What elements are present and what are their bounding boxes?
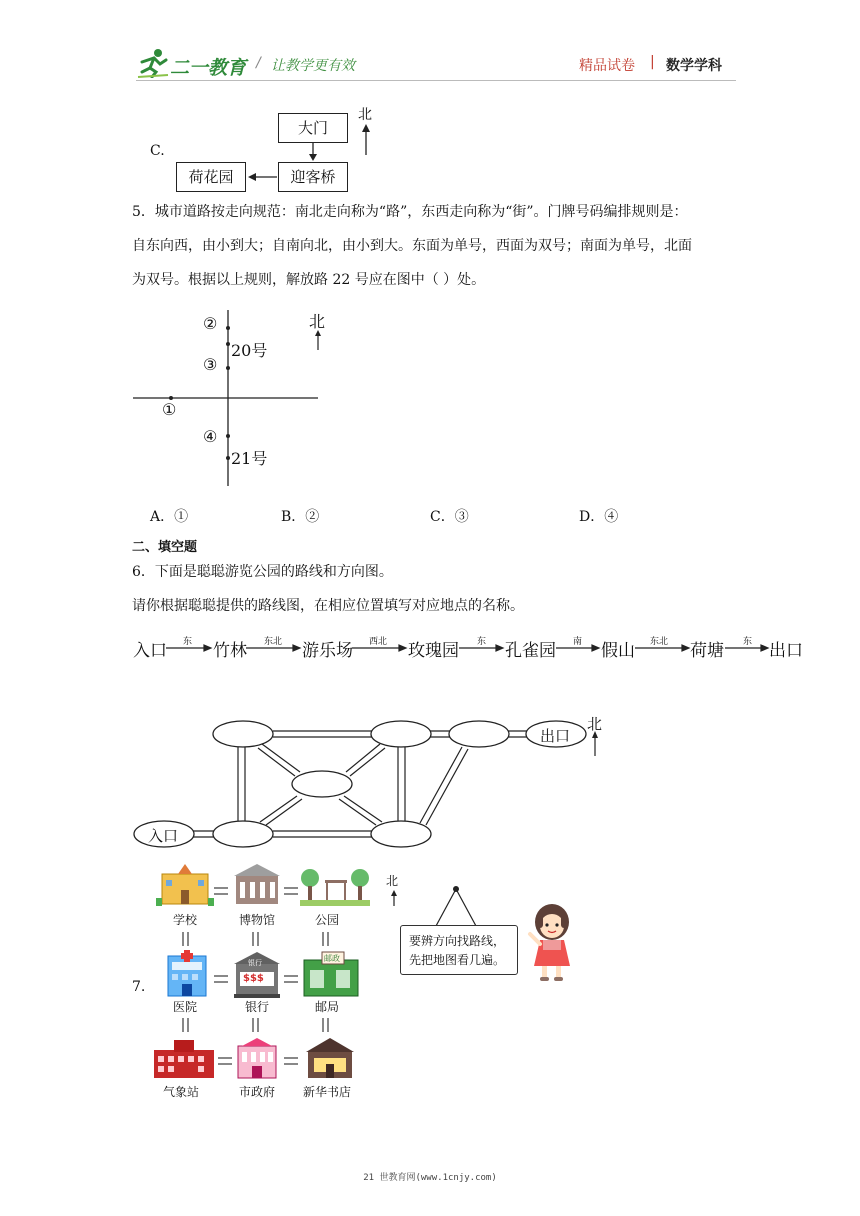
label-bank: 银行 [244, 1000, 269, 1014]
map-node [449, 721, 509, 747]
route-dir: 东 [183, 637, 193, 647]
speech-line-1: 要辨方向找路线， [409, 934, 506, 948]
park-map [0, 700, 860, 860]
map-node [371, 821, 431, 847]
marker-4: ④ [203, 427, 218, 446]
route-place-exit: 出口 [769, 641, 803, 661]
footer-text: 21 世教育网(www.1cnjy.com) [363, 1173, 497, 1183]
section-title: 二、填空题 [132, 540, 198, 555]
q7-number: 7. [132, 979, 146, 995]
route-dir: 南 [573, 637, 583, 647]
north-arrow-q7 [388, 888, 400, 908]
header-subject: 数学学科 [666, 58, 722, 74]
route-place: 荷塘 [690, 641, 724, 661]
route-dir: 东 [743, 637, 753, 647]
north-label-c: 北 [358, 107, 372, 123]
route-place: 孔雀园 [505, 641, 556, 661]
gate-box-label: 大门 [297, 119, 328, 137]
q5-line-1: 5．城市道路按走向规范：南北走向称为“路”，东西走向称为“街”。门牌号码编排规则是： [132, 204, 688, 220]
museum-icon [234, 864, 280, 904]
map-entrance-label: 入口 [148, 827, 179, 845]
route-place-entrance: 入口 [133, 641, 167, 661]
bookstore-icon [306, 1038, 354, 1078]
park-icon [300, 869, 370, 906]
map-north-label: 北 [587, 715, 603, 733]
q5-line-3: 为双号。根据以上规则，解放路 22 号应在图中（ ）处。 [132, 272, 486, 288]
speech-line-2: 先把地图看几遍。 [409, 953, 506, 967]
speech-board [400, 925, 518, 975]
q4-option-c-label: C. [150, 143, 165, 159]
header-separator: / [256, 55, 261, 71]
q5-option-a[interactable]: A．① [150, 509, 189, 525]
q5-line-2: 自东向西，由小到大；自南向北，由小到大。东面为单号，西面为双号；南面为单号，北面 [132, 238, 692, 254]
school-icon [156, 864, 214, 906]
marker-1: ① [162, 400, 177, 419]
header-divider: | [650, 54, 655, 70]
q5-option-c[interactable]: C．③ [430, 509, 469, 525]
route-place: 竹林 [213, 641, 247, 661]
map-node [371, 721, 431, 747]
post-sign: 邮政 [324, 954, 340, 963]
route-place: 玫瑰园 [408, 641, 459, 661]
north-label-q7: 北 [386, 874, 399, 888]
bank-sign: 银行 [248, 959, 262, 967]
garden-box-label: 荷花园 [188, 168, 234, 186]
route-place: 假山 [601, 641, 635, 661]
q5-street-diagram [0, 300, 860, 500]
route-dir: 东 [477, 637, 487, 647]
route-dir: 东北 [650, 637, 669, 647]
bridge-box-label: 迎客桥 [290, 168, 336, 186]
brand-logo-text: 二一教育 [170, 57, 247, 79]
city-hall-icon [238, 1038, 276, 1078]
route-dir: 东北 [264, 637, 283, 647]
marker-3: ③ [203, 355, 218, 374]
q7-icon-grid [150, 860, 380, 1090]
label-hospital: 医院 [172, 1000, 197, 1014]
route-dir: 西北 [369, 637, 388, 647]
q6-line-2: 请你根据聪聪提供的路线图，在相应位置填写对应地点的名称。 [132, 598, 524, 614]
q4-arrows [0, 0, 860, 200]
route-arrows [0, 640, 860, 660]
label-weather-station: 气象站 [162, 1085, 199, 1099]
house-no-21: 21号 [231, 449, 268, 468]
map-node [213, 721, 273, 747]
label-bookstore: 新华书店 [302, 1085, 351, 1099]
label-post-office: 邮局 [314, 1000, 339, 1014]
brand-slogan: 让教学更有效 [271, 58, 355, 74]
q6-line-1: 6．下面是聪聪游览公园的路线和方向图。 [132, 564, 393, 580]
weather-station-icon [154, 1040, 214, 1078]
house-no-20: 20号 [231, 341, 268, 360]
hospital-icon [168, 950, 206, 996]
label-park: 公园 [314, 913, 339, 927]
map-node [213, 821, 273, 847]
route-place: 游乐场 [302, 641, 353, 661]
bank-money-sign: $$$ [243, 973, 264, 984]
header-right-label: 精品试卷 [579, 58, 635, 74]
q5-option-d[interactable]: D．④ [579, 509, 619, 525]
label-museum: 博物馆 [238, 913, 275, 927]
marker-2: ② [203, 314, 218, 333]
map-node [292, 771, 352, 797]
q5-option-b[interactable]: B．② [281, 509, 320, 525]
map-exit-label: 出口 [540, 727, 571, 745]
label-city-hall: 市政府 [238, 1085, 275, 1099]
girl-illustration-icon [522, 900, 578, 984]
north-label-q5: 北 [309, 312, 326, 331]
label-school: 学校 [172, 913, 197, 927]
